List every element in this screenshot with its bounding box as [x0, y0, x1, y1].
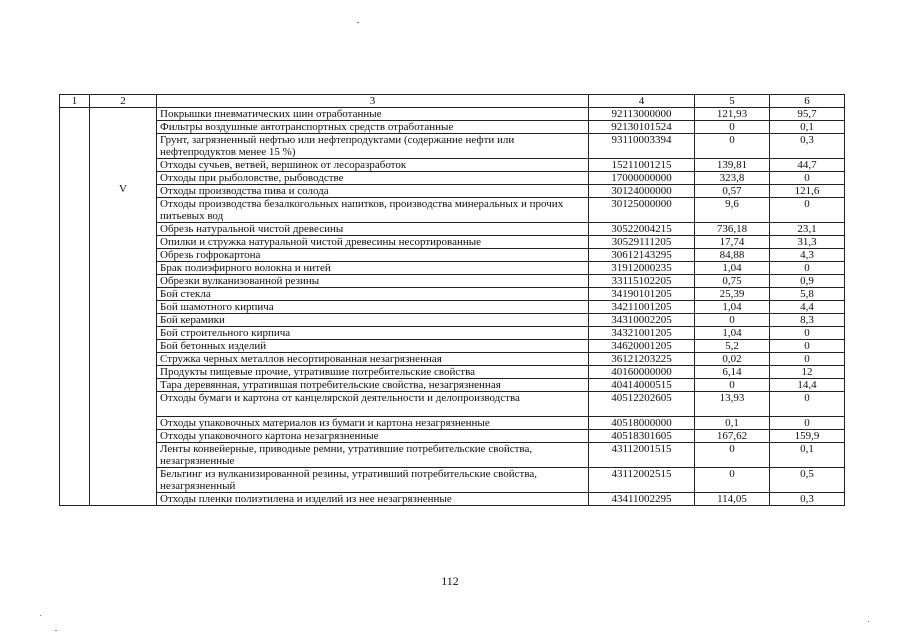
value-col-6-cell: 0,3 — [770, 134, 845, 159]
waste-name-cell: Отходы сучьев, ветвей, вершинок от лесоразработок — [157, 159, 589, 172]
table-row — [60, 198, 845, 223]
value-col-5-cell: 323,8 — [695, 172, 770, 185]
value-col-5-cell: 5,2 — [695, 340, 770, 353]
waste-code-cell: 30529111205 — [589, 236, 695, 249]
waste-name-cell: Отходы при рыболовстве, рыбоводстве — [157, 172, 589, 185]
waste-code-cell: 30612143295 — [589, 249, 695, 262]
waste-name-cell: Бой стекла — [157, 288, 589, 301]
table-row — [60, 366, 845, 379]
value-col-5-cell: 0 — [695, 468, 770, 493]
value-col-6-cell: 0 — [770, 353, 845, 366]
value-col-5-cell: 167,62 — [695, 430, 770, 443]
value-col-5-cell: 1,04 — [695, 327, 770, 340]
table-row — [60, 443, 845, 468]
waste-code-cell: 92130101524 — [589, 121, 695, 134]
header-col-2: 2 — [90, 95, 157, 108]
page-number: 112 — [441, 574, 459, 588]
waste-code-cell: 40518301605 — [589, 430, 695, 443]
waste-code-cell: 30522004215 — [589, 223, 695, 236]
waste-code-cell: 30125000000 — [589, 198, 695, 223]
value-col-5-cell: 17,74 — [695, 236, 770, 249]
table-row — [60, 159, 845, 172]
waste-name-cell: Ленты конвейерные, приводные ремни, утратившие потребительские свойства, незагрязненные — [157, 443, 589, 468]
table-row — [60, 301, 845, 314]
waste-name-cell: Отходы производства пива и солода — [157, 185, 589, 198]
value-col-6-cell: 5,8 — [770, 288, 845, 301]
waste-name-cell: Бой бетонных изделий — [157, 340, 589, 353]
waste-name-cell: Отходы упаковочного картона незагрязненные — [157, 430, 589, 443]
value-col-6-cell: 159,9 — [770, 430, 845, 443]
value-col-6-cell: 0 — [770, 417, 845, 430]
header-col-5: 5 — [695, 95, 770, 108]
waste-code-cell: 33115102205 — [589, 275, 695, 288]
value-col-5-cell: 1,04 — [695, 262, 770, 275]
table-row — [60, 468, 845, 493]
value-col-5-cell: 121,93 — [695, 108, 770, 121]
waste-name-cell: Бой шамотного кирпича — [157, 301, 589, 314]
waste-name-cell: Брак полиэфирного волокна и нитей — [157, 262, 589, 275]
table-row — [60, 417, 845, 430]
waste-code-cell: 34211001205 — [589, 301, 695, 314]
value-col-6-cell: 8,3 — [770, 314, 845, 327]
col-1-blank — [60, 108, 90, 506]
waste-name-cell: Бой строительного кирпича — [157, 327, 589, 340]
waste-table — [59, 94, 845, 506]
value-col-5-cell: 0 — [695, 379, 770, 392]
waste-code-cell: 40414000515 — [589, 379, 695, 392]
waste-name-cell: Стружка черных металлов несортированная незагрязненная — [157, 353, 589, 366]
value-col-5-cell: 0,02 — [695, 353, 770, 366]
value-col-5-cell: 0,1 — [695, 417, 770, 430]
waste-name-cell: Обрезь натуральной чистой древесины — [157, 223, 589, 236]
value-col-5-cell: 139,81 — [695, 159, 770, 172]
value-col-6-cell: 0 — [770, 198, 845, 223]
waste-table-body — [60, 95, 845, 506]
waste-code-cell: 40518000000 — [589, 417, 695, 430]
value-col-5-cell: 13,93 — [695, 392, 770, 417]
value-col-6-cell: 0,1 — [770, 121, 845, 134]
table-row — [60, 327, 845, 340]
value-col-5-cell: 0,57 — [695, 185, 770, 198]
waste-name-cell: Опилки и стружка натуральной чистой древесины несортированные — [157, 236, 589, 249]
waste-code-cell: 93110003394 — [589, 134, 695, 159]
table-row — [60, 430, 845, 443]
waste-name-cell: Бельтинг из вулканизированной резины, утративший потребительские свойства, незагрязненный — [157, 468, 589, 493]
value-col-6-cell: 0,5 — [770, 468, 845, 493]
value-col-6-cell: 0 — [770, 262, 845, 275]
value-col-5-cell: 0 — [695, 134, 770, 159]
waste-name-cell: Покрышки пневматических шин отработанные — [157, 108, 589, 121]
waste-code-cell: 15211001215 — [589, 159, 695, 172]
value-col-5-cell: 0 — [695, 443, 770, 468]
value-col-6-cell: 0,9 — [770, 275, 845, 288]
table-row — [60, 493, 845, 506]
scan-speck — [40, 615, 41, 616]
waste-name-cell: Фильтры воздушные автотранспортных средств отработанные — [157, 121, 589, 134]
table-row — [60, 288, 845, 301]
value-col-5-cell: 114,05 — [695, 493, 770, 506]
table-row — [60, 223, 845, 236]
waste-name-cell: Тара деревянная, утратившая потребительские свойства, незагрязненная — [157, 379, 589, 392]
group-cell — [90, 108, 157, 506]
table-row — [60, 262, 845, 275]
value-col-6-cell: 121,6 — [770, 185, 845, 198]
table-row — [60, 134, 845, 159]
value-col-5-cell: 84,88 — [695, 249, 770, 262]
scan-speck — [357, 22, 359, 23]
value-col-5-cell: 0,75 — [695, 275, 770, 288]
waste-name-cell: Грунт, загрязненный нефтью или нефтепродуктами (содержание нефти или нефтепродуктов менее 15 %) — [157, 134, 589, 159]
waste-code-cell: 43411002295 — [589, 493, 695, 506]
table-row — [60, 353, 845, 366]
value-col-5-cell: 6,14 — [695, 366, 770, 379]
value-col-6-cell: 95,7 — [770, 108, 845, 121]
waste-code-cell: 34190101205 — [589, 288, 695, 301]
table-row — [60, 236, 845, 249]
header-row — [60, 95, 845, 108]
waste-code-cell: 30124000000 — [589, 185, 695, 198]
header-col-1: 1 — [60, 95, 90, 108]
value-col-6-cell: 31,3 — [770, 236, 845, 249]
value-col-5-cell: 0 — [695, 121, 770, 134]
waste-name-cell: Отходы пленки полиэтилена и изделий из нее незагрязненные — [157, 493, 589, 506]
header-col-3: 3 — [157, 95, 589, 108]
value-col-6-cell: 0 — [770, 340, 845, 353]
waste-code-cell: 92113000000 — [589, 108, 695, 121]
table-row — [60, 392, 845, 417]
value-col-6-cell: 0,3 — [770, 493, 845, 506]
waste-name-cell: Отходы производства безалкогольных напитков, производства минеральных и прочих питьевых вод — [157, 198, 589, 223]
group-label: V — [119, 183, 127, 195]
value-col-6-cell: 44,7 — [770, 159, 845, 172]
waste-code-cell: 17000000000 — [589, 172, 695, 185]
value-col-6-cell: 4,3 — [770, 249, 845, 262]
table-row — [60, 121, 845, 134]
header-col-4: 4 — [589, 95, 695, 108]
waste-code-cell: 31912000235 — [589, 262, 695, 275]
table-row — [60, 314, 845, 327]
value-col-6-cell: 4,4 — [770, 301, 845, 314]
value-col-6-cell: 0 — [770, 327, 845, 340]
waste-code-cell: 34310002205 — [589, 314, 695, 327]
value-col-6-cell: 0,1 — [770, 443, 845, 468]
table-row — [60, 108, 845, 121]
value-col-6-cell: 12 — [770, 366, 845, 379]
table-row — [60, 379, 845, 392]
table-row — [60, 340, 845, 353]
waste-code-cell: 36121203225 — [589, 353, 695, 366]
value-col-5-cell: 9,6 — [695, 198, 770, 223]
header-col-6: 6 — [770, 95, 845, 108]
waste-name-cell: Отходы бумаги и картона от канцелярской деятельности и делопроизводства — [157, 392, 589, 417]
waste-name-cell: Отходы упаковочных материалов из бумаги и картона незагрязненные — [157, 417, 589, 430]
value-col-5-cell: 25,39 — [695, 288, 770, 301]
waste-code-cell: 34321001205 — [589, 327, 695, 340]
value-col-6-cell: 14,4 — [770, 379, 845, 392]
waste-code-cell: 34620001205 — [589, 340, 695, 353]
table-row — [60, 249, 845, 262]
waste-name-cell: Обрезь гофрокартона — [157, 249, 589, 262]
waste-code-cell: 40512202605 — [589, 392, 695, 417]
waste-code-cell: 43112001515 — [589, 443, 695, 468]
value-col-6-cell: 0 — [770, 392, 845, 417]
waste-code-cell: 43112002515 — [589, 468, 695, 493]
scan-speck — [55, 630, 57, 631]
waste-name-cell: Обрезки вулканизованной резины — [157, 275, 589, 288]
table-row — [60, 275, 845, 288]
scan-speck — [868, 621, 869, 622]
table-row — [60, 172, 845, 185]
value-col-6-cell: 0 — [770, 172, 845, 185]
waste-name-cell: Бой керамики — [157, 314, 589, 327]
value-col-5-cell: 736,18 — [695, 223, 770, 236]
value-col-5-cell: 1,04 — [695, 301, 770, 314]
waste-code-cell: 40160000000 — [589, 366, 695, 379]
value-col-6-cell: 23,1 — [770, 223, 845, 236]
value-col-5-cell: 0 — [695, 314, 770, 327]
table-row — [60, 185, 845, 198]
waste-name-cell: Продукты пищевые прочие, утратившие потребительские свойства — [157, 366, 589, 379]
